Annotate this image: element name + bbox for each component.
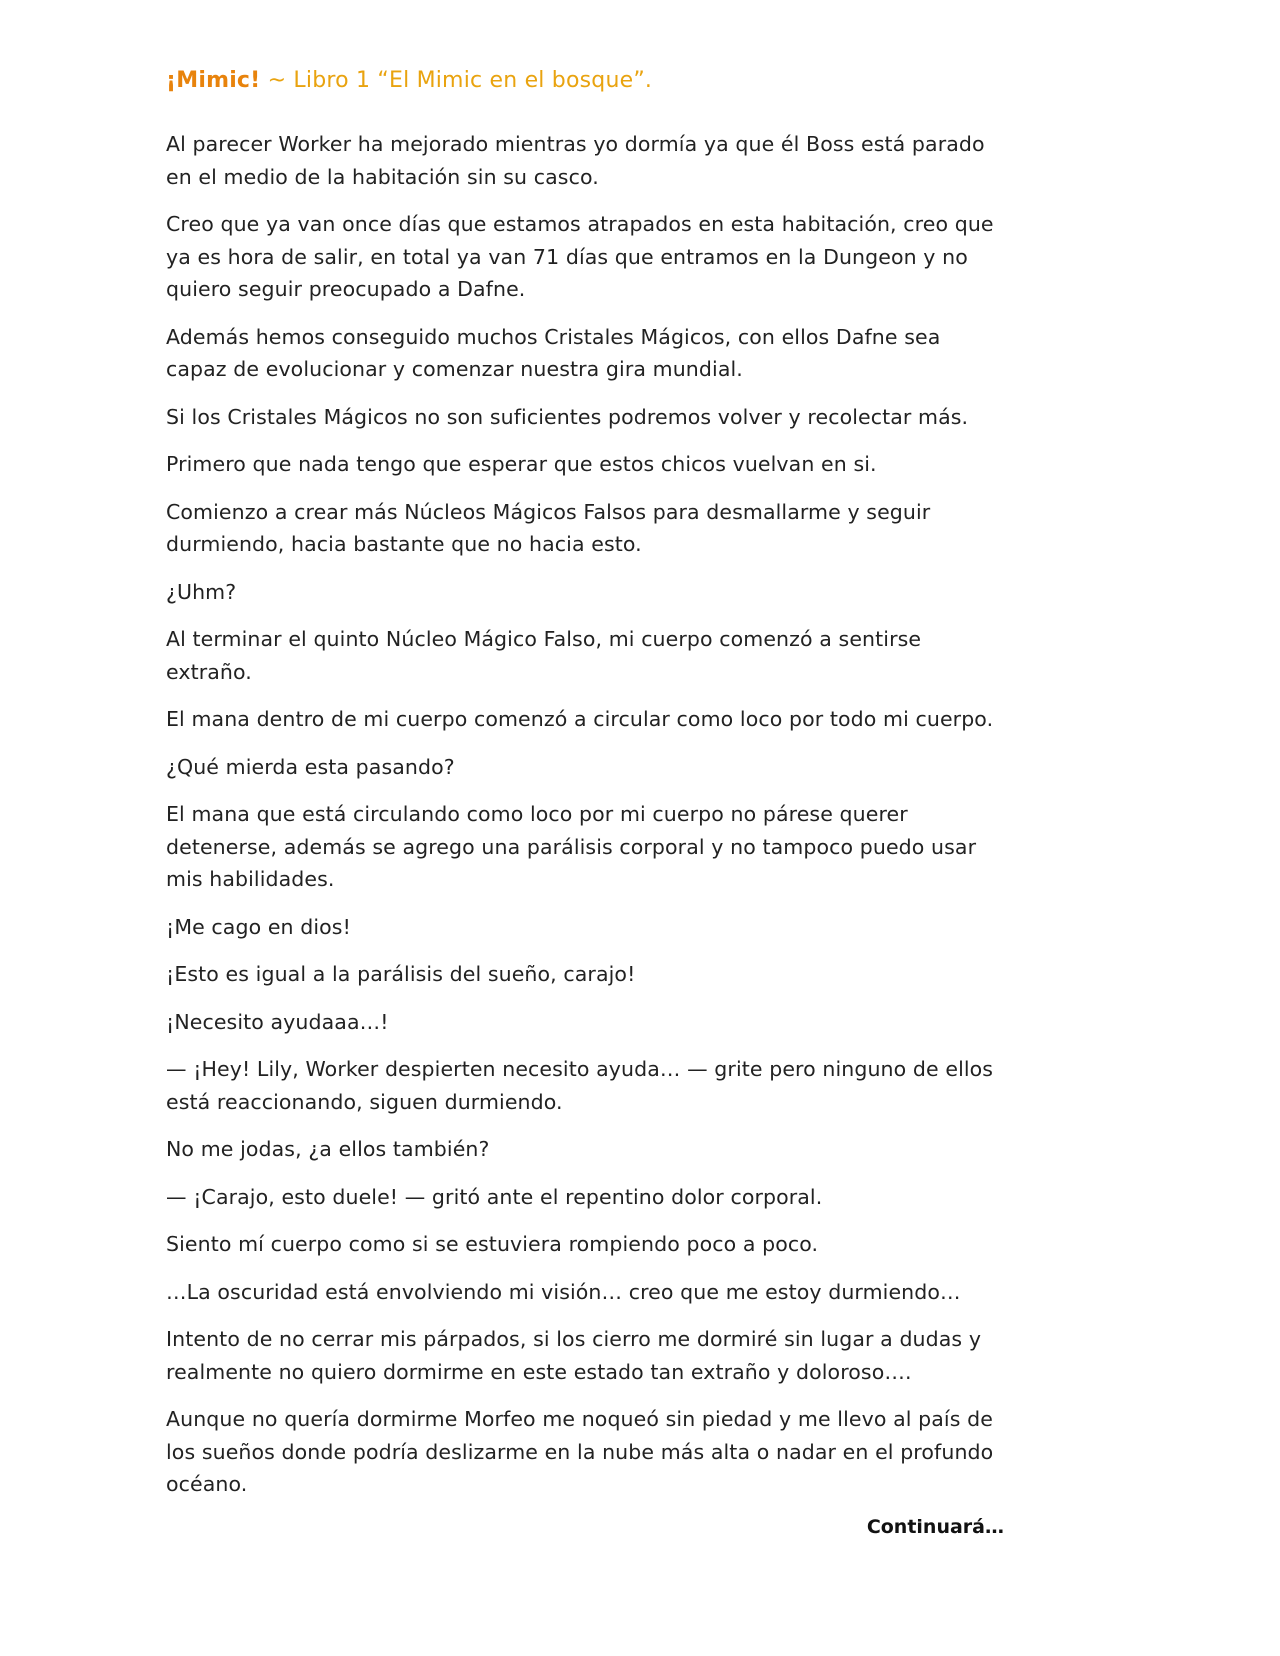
paragraph: Aunque no quería dormirme Morfeo me noqueó sin piedad y me llevo al país de los sueños donde podría deslizarme en la nube más alta o nadar en el profundo océano.: [166, 1407, 994, 1496]
paragraph: El mana dentro de mi cuerpo comenzó a circular como loco por todo mi cuerpo.: [166, 707, 994, 731]
paragraph: Comienzo a crear más Núcleos Mágicos Falsos para desmallarme y seguir durmiendo, hacia bastante que no hacia esto.: [166, 499, 931, 556]
paragraph: ¿Uhm?: [166, 579, 237, 604]
paragraph: No me jodas, ¿a ellos también?: [166, 1137, 490, 1161]
paragraph: Además hemos conseguido muchos Cristales Mágicos, con ellos Dafne sea capaz de evolucionar y comenzar nuestra gira mundial.: [166, 324, 941, 381]
paragraph: ¡Me cago en dios!: [166, 914, 351, 939]
title-subtitle: ~ Libro 1 “El Mimic en el bosque”.: [260, 68, 653, 93]
paragraph: ¡Necesito ayudaaa…!: [166, 1009, 389, 1034]
paragraph: El mana que está circulando como loco por mi cuerpo no párese querer detenerse, además se agrego una parálisis corporal y no tampoco puedo usar mis habilidades.: [166, 802, 977, 891]
paragraph: Primero que nada tengo que esperar que estos chicos vuelvan en si.: [166, 452, 877, 476]
paragraph: Intento de no cerrar mis párpados, si los cierro me dormiré sin lugar a dudas y realmente no quiero dormirme en este estado tan extraño y doloroso….: [166, 1327, 982, 1384]
paragraph: Si los Cristales Mágicos no son suficientes podremos volver y recolectar más.: [166, 404, 969, 429]
paragraph: …La oscuridad está envolviendo mi visión… creo que me estoy durmiendo…: [166, 1279, 961, 1304]
title-mimic: ¡Mimic!: [166, 68, 261, 93]
paragraph: Al terminar el quinto Núcleo Mágico Falso, mi cuerpo comenzó a sentirse extraño.: [166, 627, 922, 684]
continued-label: Continuará…: [866, 1515, 1004, 1538]
document-page: [166, 66, 1006, 1538]
paragraph: ¿Qué mierda esta pasando?: [166, 754, 455, 779]
paragraph: — ¡Hey! Lily, Worker despierten necesito ayuda… — grite pero ninguno de ellos está reaccionando, siguen durmiendo.: [166, 1057, 994, 1114]
paragraph: Siento mí cuerpo como si se estuviera rompiendo poco a poco.: [166, 1232, 819, 1256]
document-body: [166, 128, 1006, 1501]
paragraph: Al parecer Worker ha mejorado mientras yo dormía ya que él Boss está parado en el medio de la habitación sin su casco.: [166, 132, 985, 189]
paragraph: — ¡Carajo, esto duele! — gritó ante el repentino dolor corporal.: [166, 1184, 823, 1209]
paragraph: Creo que ya van once días que estamos atrapados en esta habitación, creo que ya es hora de salir, en total ya van 71 días que entramos en la Dungeon y no quiero seguir preocupado a Dafne.: [166, 212, 994, 301]
paragraph: ¡Esto es igual a la parálisis del sueño, carajo!: [166, 962, 636, 986]
document-title: [166, 66, 1006, 96]
